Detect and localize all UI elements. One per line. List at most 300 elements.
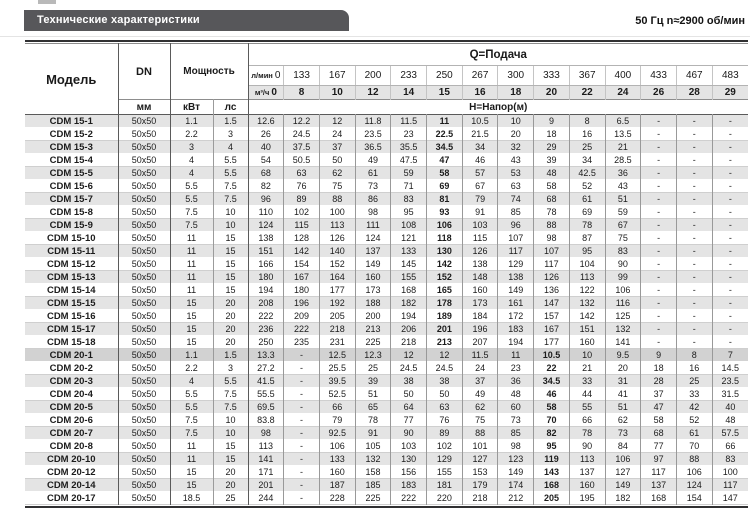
model-cell: CDM 15-1 <box>25 115 118 128</box>
head-cell-rated: 58 <box>427 167 463 180</box>
table-row <box>25 466 748 479</box>
head-cell: 220 <box>427 492 463 505</box>
head-cell: 28 <box>641 375 677 388</box>
head-cell: 75 <box>605 232 641 245</box>
head-cell: 113 <box>248 440 284 453</box>
model-cell: CDM 15-12 <box>25 258 118 271</box>
power-kw-cell: 7.5 <box>170 206 213 219</box>
flow-value: 233 <box>391 66 427 86</box>
head-cell: - <box>284 375 320 388</box>
head-cell: 50 <box>427 388 463 401</box>
model-cell: CDM 15-18 <box>25 336 118 349</box>
head-cell: - <box>712 115 748 128</box>
head-cell-rated: 47 <box>427 154 463 167</box>
head-cell: - <box>676 193 712 206</box>
head-cell: 106 <box>605 284 641 297</box>
head-cell-rated: 34.5 <box>534 375 570 388</box>
head-cell: 157 <box>534 310 570 323</box>
model-cell: CDM 20-7 <box>25 427 118 440</box>
head-cell: 205 <box>319 310 355 323</box>
power-hp-cell: 3 <box>213 128 248 141</box>
column-header-flow: Q=Подача <box>248 44 748 66</box>
model-cell: CDM 15-16 <box>25 310 118 323</box>
head-cell-rated: 119 <box>534 453 570 466</box>
head-cell: 206 <box>391 323 427 336</box>
head-cell: 83 <box>712 453 748 466</box>
column-header-power: Мощность <box>170 44 248 100</box>
head-cell: 25 <box>569 141 605 154</box>
head-cell: 61 <box>569 193 605 206</box>
power-kw-cell: 3 <box>170 141 213 154</box>
head-cell: 142 <box>284 245 320 258</box>
head-cell: 154 <box>676 492 712 505</box>
head-cell: 106 <box>676 466 712 479</box>
flow-value: 16 <box>462 86 498 100</box>
head-cell: 47 <box>641 401 677 414</box>
dn-cell: 50x50 <box>118 271 170 284</box>
power-hp-cell: 1.5 <box>213 115 248 128</box>
dn-cell: 50x50 <box>118 167 170 180</box>
power-kw-cell: 2.2 <box>170 128 213 141</box>
head-cell: 73 <box>498 414 534 427</box>
head-cell: - <box>641 141 677 154</box>
head-cell: 133 <box>391 245 427 258</box>
head-cell: 98 <box>498 440 534 453</box>
head-cell: 140 <box>319 245 355 258</box>
power-kw-cell: 15 <box>170 336 213 349</box>
head-cell: 27.2 <box>248 362 284 375</box>
column-header-dn: DN <box>118 44 170 100</box>
head-cell: 152 <box>319 258 355 271</box>
flow-value: 400 <box>605 66 641 86</box>
model-cell: CDM 20-6 <box>25 414 118 427</box>
head-cell: 83 <box>391 193 427 206</box>
table-row <box>25 453 748 466</box>
head-cell: 78 <box>355 414 391 427</box>
head-cell: 29 <box>534 141 570 154</box>
head-cell: 36 <box>498 375 534 388</box>
flow-value: л/мин 0 <box>248 66 284 86</box>
head-cell: 91 <box>355 427 391 440</box>
head-cell: 48 <box>712 414 748 427</box>
head-cell: 101 <box>462 440 498 453</box>
power-hp-cell: 5.5 <box>213 375 248 388</box>
table-row <box>25 323 748 336</box>
head-cell: 235 <box>284 336 320 349</box>
head-cell: - <box>712 167 748 180</box>
head-cell: - <box>676 167 712 180</box>
table-row <box>25 193 748 206</box>
head-cell: 43 <box>498 154 534 167</box>
head-cell: 96 <box>498 219 534 232</box>
head-cell: 222 <box>248 310 284 323</box>
head-cell: - <box>676 284 712 297</box>
head-cell: 26 <box>248 128 284 141</box>
dn-cell: 50x50 <box>118 427 170 440</box>
head-cell: 46 <box>462 154 498 167</box>
head-cell: 14.5 <box>712 362 748 375</box>
head-cell: 24.5 <box>391 362 427 375</box>
head-cell: 236 <box>248 323 284 336</box>
head-cell: 31.5 <box>712 388 748 401</box>
head-cell: - <box>641 323 677 336</box>
head-cell: 69 <box>569 206 605 219</box>
power-hp-cell: 20 <box>213 466 248 479</box>
power-kw-cell: 15 <box>170 297 213 310</box>
head-cell: 122 <box>569 284 605 297</box>
head-cell: 25 <box>676 375 712 388</box>
dn-cell: 50x50 <box>118 310 170 323</box>
power-kw-cell: 15 <box>170 479 213 492</box>
head-cell: 85 <box>498 206 534 219</box>
dn-cell: 50x50 <box>118 453 170 466</box>
head-cell: - <box>712 206 748 219</box>
head-cell: 48 <box>498 388 534 401</box>
flow-value: 22 <box>569 86 605 100</box>
power-kw-cell: 4 <box>170 375 213 388</box>
head-cell: 73 <box>605 427 641 440</box>
head-cell: 83.8 <box>248 414 284 427</box>
dn-cell: 50x50 <box>118 193 170 206</box>
head-cell: 42 <box>676 401 712 414</box>
power-kw-cell: 11 <box>170 271 213 284</box>
head-cell: 54 <box>248 154 284 167</box>
head-cell: 90 <box>391 427 427 440</box>
power-kw-cell: 4 <box>170 167 213 180</box>
head-cell: 103 <box>391 440 427 453</box>
head-cell: - <box>641 336 677 349</box>
head-cell: 124 <box>676 479 712 492</box>
head-cell: 69.5 <box>248 401 284 414</box>
power-kw-cell: 7.5 <box>170 414 213 427</box>
model-cell: CDM 15-6 <box>25 180 118 193</box>
head-cell-rated: 205 <box>534 492 570 505</box>
head-cell: 160 <box>569 479 605 492</box>
head-cell: 68 <box>248 167 284 180</box>
head-cell: 38 <box>427 375 463 388</box>
head-cell: 68 <box>641 427 677 440</box>
dn-cell: 50x50 <box>118 375 170 388</box>
head-cell: 66 <box>319 401 355 414</box>
head-cell: - <box>284 388 320 401</box>
head-cell: 82 <box>248 180 284 193</box>
dn-cell: 50x50 <box>118 128 170 141</box>
head-cell: - <box>641 258 677 271</box>
head-cell: 12.3 <box>355 349 391 362</box>
head-cell: 129 <box>498 258 534 271</box>
dn-cell: 50x50 <box>118 297 170 310</box>
power-hp-cell: 7.5 <box>213 180 248 193</box>
head-cell: 160 <box>319 466 355 479</box>
dn-cell: 50x50 <box>118 466 170 479</box>
head-cell: 103 <box>462 219 498 232</box>
head-cell: 49 <box>355 154 391 167</box>
head-cell: 110 <box>248 206 284 219</box>
flow-value: 483 <box>712 66 748 86</box>
head-cell: 155 <box>427 466 463 479</box>
head-cell: 149 <box>498 284 534 297</box>
dn-cell: 50x50 <box>118 180 170 193</box>
head-cell: 173 <box>462 297 498 310</box>
head-cell: 33 <box>569 375 605 388</box>
table-row <box>25 414 748 427</box>
head-cell: 10 <box>569 349 605 362</box>
head-cell: - <box>284 492 320 505</box>
head-cell: 194 <box>248 284 284 297</box>
head-cell: 212 <box>498 492 534 505</box>
power-kw-cell: 11 <box>170 284 213 297</box>
head-cell: 76 <box>284 180 320 193</box>
column-header-model: Модель <box>25 44 118 115</box>
head-cell: 10 <box>498 115 534 128</box>
head-cell-rated: 178 <box>427 297 463 310</box>
power-hp-cell: 7.5 <box>213 388 248 401</box>
head-cell: 108 <box>391 219 427 232</box>
flow-value: 8 <box>284 86 320 100</box>
head-cell: - <box>712 232 748 245</box>
spec-table <box>25 43 748 505</box>
head-cell: 180 <box>284 284 320 297</box>
head-cell: 222 <box>391 492 427 505</box>
flow-value: 267 <box>462 66 498 86</box>
table-row <box>25 375 748 388</box>
flow-value: м³/ч 0 <box>248 86 284 100</box>
head-cell: 39 <box>355 375 391 388</box>
flow-value: 300 <box>498 66 534 86</box>
head-cell: 12.5 <box>319 349 355 362</box>
head-cell: 95 <box>391 206 427 219</box>
table-row <box>25 245 748 258</box>
head-cell: 172 <box>498 310 534 323</box>
head-cell: 74 <box>498 193 534 206</box>
model-cell: CDM 20-17 <box>25 492 118 505</box>
flow-value: 433 <box>641 66 677 86</box>
head-cell: 12 <box>427 349 463 362</box>
head-cell: 77 <box>391 414 427 427</box>
head-cell: 63 <box>498 180 534 193</box>
head-cell: 98 <box>355 206 391 219</box>
page-title: Технические характеристики <box>37 14 200 26</box>
head-cell: 11.5 <box>462 349 498 362</box>
head-cell: 78 <box>534 206 570 219</box>
head-cell: - <box>712 193 748 206</box>
head-cell: 177 <box>534 336 570 349</box>
head-cell: 50 <box>391 388 427 401</box>
head-cell: - <box>641 245 677 258</box>
power-hp-cell: 5.5 <box>213 154 248 167</box>
head-cell: 123 <box>498 453 534 466</box>
head-cell: 164 <box>319 271 355 284</box>
head-cell: 137 <box>355 245 391 258</box>
head-cell: 12 <box>391 349 427 362</box>
head-cell: 68 <box>534 193 570 206</box>
head-cell: 65 <box>355 401 391 414</box>
dn-cell: 50x50 <box>118 388 170 401</box>
head-cell: 39 <box>534 154 570 167</box>
head-cell: - <box>641 128 677 141</box>
head-cell: 58 <box>534 180 570 193</box>
head-cell: 113 <box>569 271 605 284</box>
head-cell: 106 <box>605 453 641 466</box>
table-header <box>25 44 748 115</box>
head-cell: 107 <box>534 245 570 258</box>
head-cell: 16 <box>569 128 605 141</box>
head-cell: 23.5 <box>712 375 748 388</box>
head-cell: - <box>712 310 748 323</box>
head-cell: 97 <box>641 453 677 466</box>
head-cell: 63 <box>427 401 463 414</box>
head-cell: 11 <box>498 349 534 362</box>
head-cell: 160 <box>462 284 498 297</box>
head-cell: 111 <box>355 219 391 232</box>
power-hp-cell: 3 <box>213 362 248 375</box>
head-cell: 89 <box>427 427 463 440</box>
head-cell-rated: 189 <box>427 310 463 323</box>
head-cell: 174 <box>498 479 534 492</box>
head-cell: 149 <box>605 479 641 492</box>
head-cell: - <box>712 297 748 310</box>
head-cell: 18 <box>641 362 677 375</box>
flow-value: 10 <box>319 86 355 100</box>
head-cell: 117 <box>498 245 534 258</box>
flow-value: 28 <box>676 86 712 100</box>
head-cell: 183 <box>498 323 534 336</box>
head-cell: 6.5 <box>605 115 641 128</box>
table-row <box>25 232 748 245</box>
head-cell: 117 <box>641 466 677 479</box>
head-cell: 35.5 <box>391 141 427 154</box>
table-row <box>25 336 748 349</box>
flow-value: 250 <box>427 66 463 86</box>
head-cell: - <box>676 232 712 245</box>
head-cell: 166 <box>248 258 284 271</box>
head-cell: 37 <box>641 388 677 401</box>
table-row <box>25 115 748 128</box>
power-kw-cell: 11 <box>170 232 213 245</box>
power-hp-cell: 20 <box>213 479 248 492</box>
head-cell: 75 <box>319 180 355 193</box>
power-hp-cell: 20 <box>213 310 248 323</box>
head-cell: 36.5 <box>355 141 391 154</box>
dn-cell: 50x50 <box>118 336 170 349</box>
head-cell: 67 <box>605 219 641 232</box>
power-hp-cell: 20 <box>213 297 248 310</box>
head-cell: - <box>641 167 677 180</box>
head-cell: 33 <box>676 388 712 401</box>
head-cell: - <box>641 284 677 297</box>
head-cell: 24.5 <box>427 362 463 375</box>
head-cell: 66 <box>712 440 748 453</box>
head-cell: 145 <box>391 258 427 271</box>
dn-cell: 50x50 <box>118 245 170 258</box>
head-cell: 250 <box>248 336 284 349</box>
head-cell: 182 <box>605 492 641 505</box>
power-kw-cell: 1.1 <box>170 115 213 128</box>
head-cell: 63 <box>284 167 320 180</box>
head-cell: 66 <box>569 414 605 427</box>
head-cell: 149 <box>355 258 391 271</box>
head-cell: 136 <box>534 284 570 297</box>
flow-value: 467 <box>676 66 712 86</box>
model-cell: CDM 20-1 <box>25 349 118 362</box>
head-cell: - <box>712 141 748 154</box>
spec-table-wrapper <box>25 40 748 508</box>
head-cell: 225 <box>355 336 391 349</box>
table-row <box>25 154 748 167</box>
head-cell-rated: 93 <box>427 206 463 219</box>
flow-value: 367 <box>569 66 605 86</box>
model-cell: CDM 20-14 <box>25 479 118 492</box>
model-cell: CDM 15-11 <box>25 245 118 258</box>
model-cell: CDM 15-2 <box>25 128 118 141</box>
head-cell: - <box>712 219 748 232</box>
head-cell: 55.5 <box>248 388 284 401</box>
head-cell: 90 <box>569 440 605 453</box>
logo-fragment <box>38 0 56 4</box>
head-cell-rated: 81 <box>427 193 463 206</box>
head-cell: - <box>676 115 712 128</box>
head-cell: 124 <box>355 232 391 245</box>
model-cell: CDM 15-10 <box>25 232 118 245</box>
power-hp-cell: 20 <box>213 323 248 336</box>
head-cell: 88 <box>462 427 498 440</box>
head-cell-rated: 46 <box>534 388 570 401</box>
head-cell: 10.5 <box>462 115 498 128</box>
table-row <box>25 258 748 271</box>
flow-value: 333 <box>534 66 570 86</box>
power-kw-cell: 11 <box>170 245 213 258</box>
head-cell: 182 <box>391 297 427 310</box>
head-cell: 225 <box>355 492 391 505</box>
head-cell: 113 <box>319 219 355 232</box>
model-cell: CDM 20-10 <box>25 453 118 466</box>
head-cell: 28.5 <box>605 154 641 167</box>
table-row <box>25 427 748 440</box>
head-cell: - <box>284 427 320 440</box>
head-cell: 126 <box>534 271 570 284</box>
head-cell: - <box>641 193 677 206</box>
head-cell: 177 <box>319 284 355 297</box>
head-cell: 57 <box>462 167 498 180</box>
head-cell-rated: 70 <box>534 414 570 427</box>
head-cell: - <box>676 206 712 219</box>
power-hp-cell: 1.5 <box>213 349 248 362</box>
head-cell-rated: 58 <box>534 401 570 414</box>
dn-cell: 50x50 <box>118 349 170 362</box>
head-cell: - <box>284 479 320 492</box>
dn-cell: 50x50 <box>118 258 170 271</box>
head-cell: 47.5 <box>391 154 427 167</box>
head-cell: 200 <box>355 310 391 323</box>
head-cell: 51 <box>355 388 391 401</box>
head-cell: 37 <box>319 141 355 154</box>
head-cell: 16 <box>676 362 712 375</box>
power-kw-cell: 5.5 <box>170 401 213 414</box>
head-cell-rated: 130 <box>427 245 463 258</box>
head-cell: 51 <box>605 401 641 414</box>
head-cell: 21 <box>569 362 605 375</box>
flow-value: 26 <box>641 86 677 100</box>
head-cell-rated: 82 <box>534 427 570 440</box>
head-cell: 128 <box>284 232 320 245</box>
head-cell: 117 <box>534 258 570 271</box>
head-cell: 187 <box>319 479 355 492</box>
power-kw-cell: 15 <box>170 310 213 323</box>
head-cell: 155 <box>391 271 427 284</box>
head-cell: 124 <box>248 219 284 232</box>
head-cell: 53 <box>498 167 534 180</box>
head-cell: 20 <box>498 128 534 141</box>
